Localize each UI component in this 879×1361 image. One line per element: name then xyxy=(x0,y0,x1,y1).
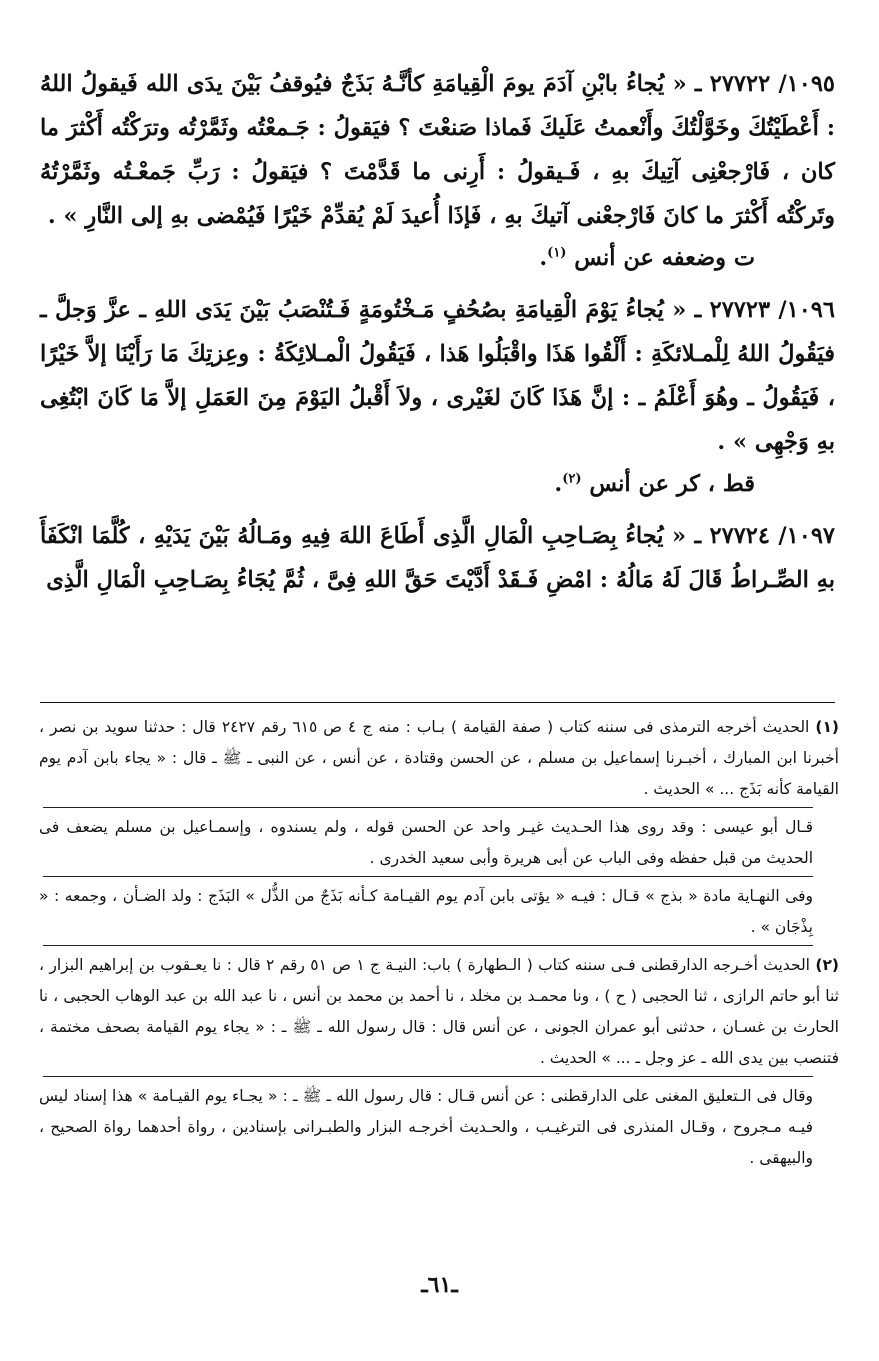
spacer xyxy=(40,280,835,288)
source-text: ت وضعفه عن أنس xyxy=(574,245,755,271)
hadith-source: ت وضعفه عن أنس $^{(١)}$. xyxy=(539,245,755,271)
hadith-1096 xyxy=(40,288,835,464)
footnote-divider xyxy=(40,702,835,703)
footnote-2-comment: وقال فى الـتعليق المغنى على الدارقطنى : عن أنس قـال : قال رسول الله ـ ﷺ ـ : « يجـاء يوم القيـامة » هذا إسناد ليس فيـه مـجروح ، وقـال المنذرى فى الترغيـب ، والحـديث أخرجـه البزار والطبـرانى بإسنادين ، رواة أحدهما رواة الصحيح ، والبيهقى . xyxy=(39,1087,813,1167)
spacer xyxy=(40,506,835,514)
footnote-separator xyxy=(43,876,813,877)
page-number: ـ٦١ـ xyxy=(421,1272,458,1298)
hadith-text: ـ « يُجاءُ يَوْمَ الْقِيامَةِ بصُحُفٍ مَـخْتُومَةٍ فَـتُنْصَبُ بَيْنَ يَدَى اللهِ ـ عزَّ وَجلَّ ـ فيَقُولُ اللهُ لِلْمـلائكَةِ : أَلْقُوا هَذَا واقْبَلُوا هَذا ، فَيَقُولُ الْمـلائِكَةُ : وعِزتِكَ مَا رَأَيْنَا إلاَّ خَيْرًا ، فَيَقُولُ ـ وهُوَ أَعْلَمُ ـ : إنَّ هَذَا كَانَ لغَيْرى ، ولاَ أَقْبلُ اليَوْمَ مِنَ العَمَلِ إلاَّ مَا كَانَ ابْتُغِى بهِ وَجْهِى » . xyxy=(40,297,835,455)
source-text: قط ، كر عن أنس xyxy=(589,471,755,497)
footnote-2 xyxy=(39,950,839,1074)
hadith-text: ـ « يُجاءُ بابْنِ آدَمَ يومَ الْقِيامَةِ كأنَّـهُ بَذَجٌ فيُوقفُ بَيْنَ يدَى الله فَيقولُ اللهُ : أَعْطَيْتُكَ وخَوَّلْتُكَ وأَنْعمتُ عَلَيكَ فَماذا صَنعْتَ ؟ فيَقولُ : جَـمعْتُه وثَمَّرْتُه وترَكْتُه أَكْثرَ ما كان ، فَارْجعْنِى آتِيكَ بهِ ، فَـيقولُ : أَرِنى ما قَدَّمْتَ ؟ فيَقولُ : رَبِّ جَمعْـتُه وثَمَّرْتُهُ وتَركْتُه أَكْثرَ ما كانَ فَارْجعْنى آتيكَ بهِ ، فَإذَا أُعيدَ لَمْ يُقدِّمْ خَيْرًا فَيُمْضى بهِ إلى النَّارِ » . xyxy=(40,71,835,229)
hadith-source: قط ، كر عن أنس $^{(٢)}$. xyxy=(554,471,755,497)
footnote-separator xyxy=(43,807,813,808)
hadith-1095 xyxy=(40,62,835,238)
main-text-body xyxy=(40,62,835,602)
hadith-number: ١٠٩٧/ ٢٧٧٢٤ xyxy=(709,523,835,549)
hadith-number: ١٠٩٥/ ٢٧٧٢٢ xyxy=(709,71,836,97)
hadith-number: ١٠٩٦/ ٢٧٧٢٣ xyxy=(709,297,835,323)
footnote-1 xyxy=(39,712,839,805)
footnote-text: الحديث أخـرجه الدارقطنى فـى سننه كتاب ( الـطهارة ) باب: النيـة ج ١ ص ٥١ رقم ٢ قال : نا يعـقوب بن إبراهيم البزار ، ثنا أبو حاتم الرازى ، ثنا الحجبى ( ح ) ، ونا محمـد بن مخلد ، نا أحمد بن محمد بن أنس ، نا عبد الله بن عبد الوهاب الحجبى ، نا الحارث بن غسـان ، حدثنى أبو عمران الجونى ، عن أنس قال : قال رسول الله ـ ﷺ ـ : « يجاء يوم القيامة بصحف مختمة ، فتنصب بين يدى الله ـ عز وجل ـ ... » الحديث . xyxy=(39,956,839,1067)
footnote-marker: (١) xyxy=(815,718,840,736)
hadith-1097 xyxy=(40,514,835,602)
footnotes-section xyxy=(39,712,839,1174)
footnote-marker: (٢) xyxy=(815,956,839,974)
footnote-1-comment: قـال أبو عيسى : وقد روى هذا الحـديث غيـر واحد عن الحسن قوله ، ولم يسندوه ، وإسمـاعيل بن مسلم يضعف فى الحديث من قبل حفظه وفى الباب عن أبى هريرة وأبى سعيد الخدرى . xyxy=(39,818,813,867)
footnote-reference: (٢) xyxy=(562,471,582,487)
footnote-separator xyxy=(43,945,813,946)
hadith-text: ـ « يُجاءُ بِصَـاحِبِ الْمَالِ الَّذِى أَطَاعَ اللهَ فِيهِ ومَـالُهُ بَيْنَ يَدَيْهِ ، كُلَّمَا انْكَفَأَ بهِ الصِّـراطُ قَالَ لَهُ مَالُهُ : امْضِ فَـقَدْ أَدَّيْتَ حَقَّ اللهِ فِىَّ ، ثُمَّ يُجَاءُ بِصَـاحِبِ الْمَالِ الَّذِى xyxy=(40,523,835,593)
footnote-text: الحديث أخرجه الترمذى فى سننه كتاب ( صفة القيامة ) بـاب : منه ج ٤ ص ٦١٥ رقم ٢٤٢٧ قال : حدثنا سويد بن نصر ، أخبرنا ابن المبارك ، أخبـرنا إسماعيل بن مسلم ، عن الحسن وقتادة ، عن أنس ، عن النبى ـ ﷺ ـ قال : « يجاء بابن آدم يوم القيامة كأنه بَذَج ... » الحديث . xyxy=(39,718,839,798)
footnote-reference: (١) xyxy=(547,245,567,261)
footnote-separator xyxy=(43,1076,813,1077)
footnote-1-gloss: وفى النهـاية مادة « بذج » قـال : فيـه « يؤتى بابن آدم يوم القيـامة كـأنه بَذَجٌ من الذُّل » البَذَج : ولد الضـأن ، وجمعه : « بِذْجَان » . xyxy=(39,887,813,936)
